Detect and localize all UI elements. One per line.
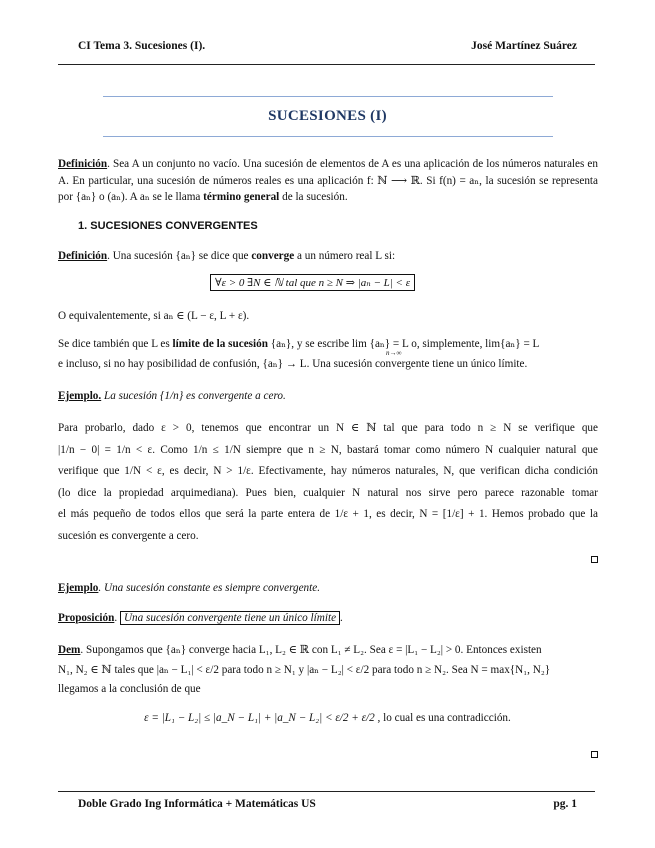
title-rule-bottom xyxy=(103,136,553,137)
header-right: José Martínez Suárez xyxy=(471,40,577,52)
example-label: Ejemplo. xyxy=(58,390,102,402)
limit-paragraph-line2: e incluso, si no hay posibilidad de confusión, {aₙ} → L. Una sucesión convergente tiene un único límite. xyxy=(58,358,528,370)
contradiction-equation: ε = |L₁ − L₂| ≤ |a_N − L₁| + |a_N − L₂| < ε/2 + ε/2 , lo cual es una contradicción. xyxy=(144,712,511,724)
convergence-definition: Definición. Una sucesión {aₙ} se dice que converge a un número real L si: xyxy=(58,250,396,262)
limit-paragraph: Se dice también que L es límite de la sucesión {aₙ}, y se escribe lim {aₙ} = L o, simplemente, lim{aₙ} = L xyxy=(58,338,540,350)
definition-label: Definición xyxy=(58,250,108,262)
example-1: Ejemplo. La sucesión {1/n} es convergente a cero. xyxy=(58,390,286,402)
footer-divider xyxy=(58,791,595,792)
proposition-label: Proposición xyxy=(58,612,115,624)
proposition: Proposición. Una sucesión convergente tiene un único límite . xyxy=(58,612,343,624)
example-2: Ejemplo. Una sucesión constante es siempre convergente. xyxy=(58,582,321,594)
page-title: SUCESIONES (I) xyxy=(268,108,387,124)
definition-label: Definición xyxy=(58,158,108,170)
page-number: pg. 1 xyxy=(553,798,577,810)
example-label: Ejemplo xyxy=(58,582,99,594)
proof-paragraph: Dem. Supongamos que {aₙ} converge hacia L₁, L₂ ∈ ℝ con L₁ ≠ L₂. Sea ε = |L₁ − L₂| > 0. Entonces existen N₁, N₂ ∈ ℕ tales que |aₙ − L₁| < ε/2 para todo n ≥ N₁ y |aₙ − L₂| < ε/2 para todo n ≥ N₂. Sea N = max{N₁, N₂} llegamos a la conclusión de que xyxy=(58,644,551,695)
qed-square-icon xyxy=(591,556,598,563)
section-heading: 1. SUCESIONES CONVERGENTES xyxy=(78,220,258,232)
example-1-proof: Para probarlo, dado ε > 0, tenemos que encontrar un N ∈ ℕ tal que para todo n ≥ N se verifique que |1/n − 0| = 1/n < ε. Como 1/n ≤ 1/N siempre que n ≥ N, bastará tomar como número N cualquier natural que verifique que 1/N < ε, es decir, N > 1/ε. Efectivamente, hay números naturales, N, que verifican dicha condición (lo dice la propiedad arquimediana). Pues bien, cualquier N natural nos sirve pero parece razonable tomar el más pequeño de todos ellos que será la parte entera de 1/ε + 1, es decir, N = [1/ε] + 1. Hemos probado que la sucesión es convergente a cero. xyxy=(58,422,598,542)
proof-label: Dem xyxy=(58,644,81,656)
convergence-formula-box: ∀ε > 0 ∃N ∈ ℕ tal que n ≥ N ⇒ |aₙ − L| < ε xyxy=(210,274,415,291)
qed-square-icon xyxy=(591,751,598,758)
limit-subscript: n→∞ xyxy=(386,349,402,357)
title-rule-top xyxy=(103,96,553,97)
proposition-statement-box: Una sucesión convergente tiene un único límite xyxy=(120,611,340,625)
definition-paragraph: Definición. Sea A un conjunto no vacío. Una sucesión de elementos de A es una aplicación de los números naturales en A. En particular, una sucesión de números reales es una aplicación f: ℕ ⟶ ℝ. Si f(n) = aₙ, la sucesión se representa por {aₙ} o (aₙ). A aₙ se le llama término general de la sucesión. xyxy=(58,158,598,203)
header-divider xyxy=(58,64,595,65)
header-left: CI Tema 3. Sucesiones (I). xyxy=(78,40,206,52)
equivalent-statement: O equivalentemente, si aₙ ∈ (L − ε, L + ε). xyxy=(58,310,250,322)
footer-left: Doble Grado Ing Informática + Matemáticas US xyxy=(78,798,316,810)
